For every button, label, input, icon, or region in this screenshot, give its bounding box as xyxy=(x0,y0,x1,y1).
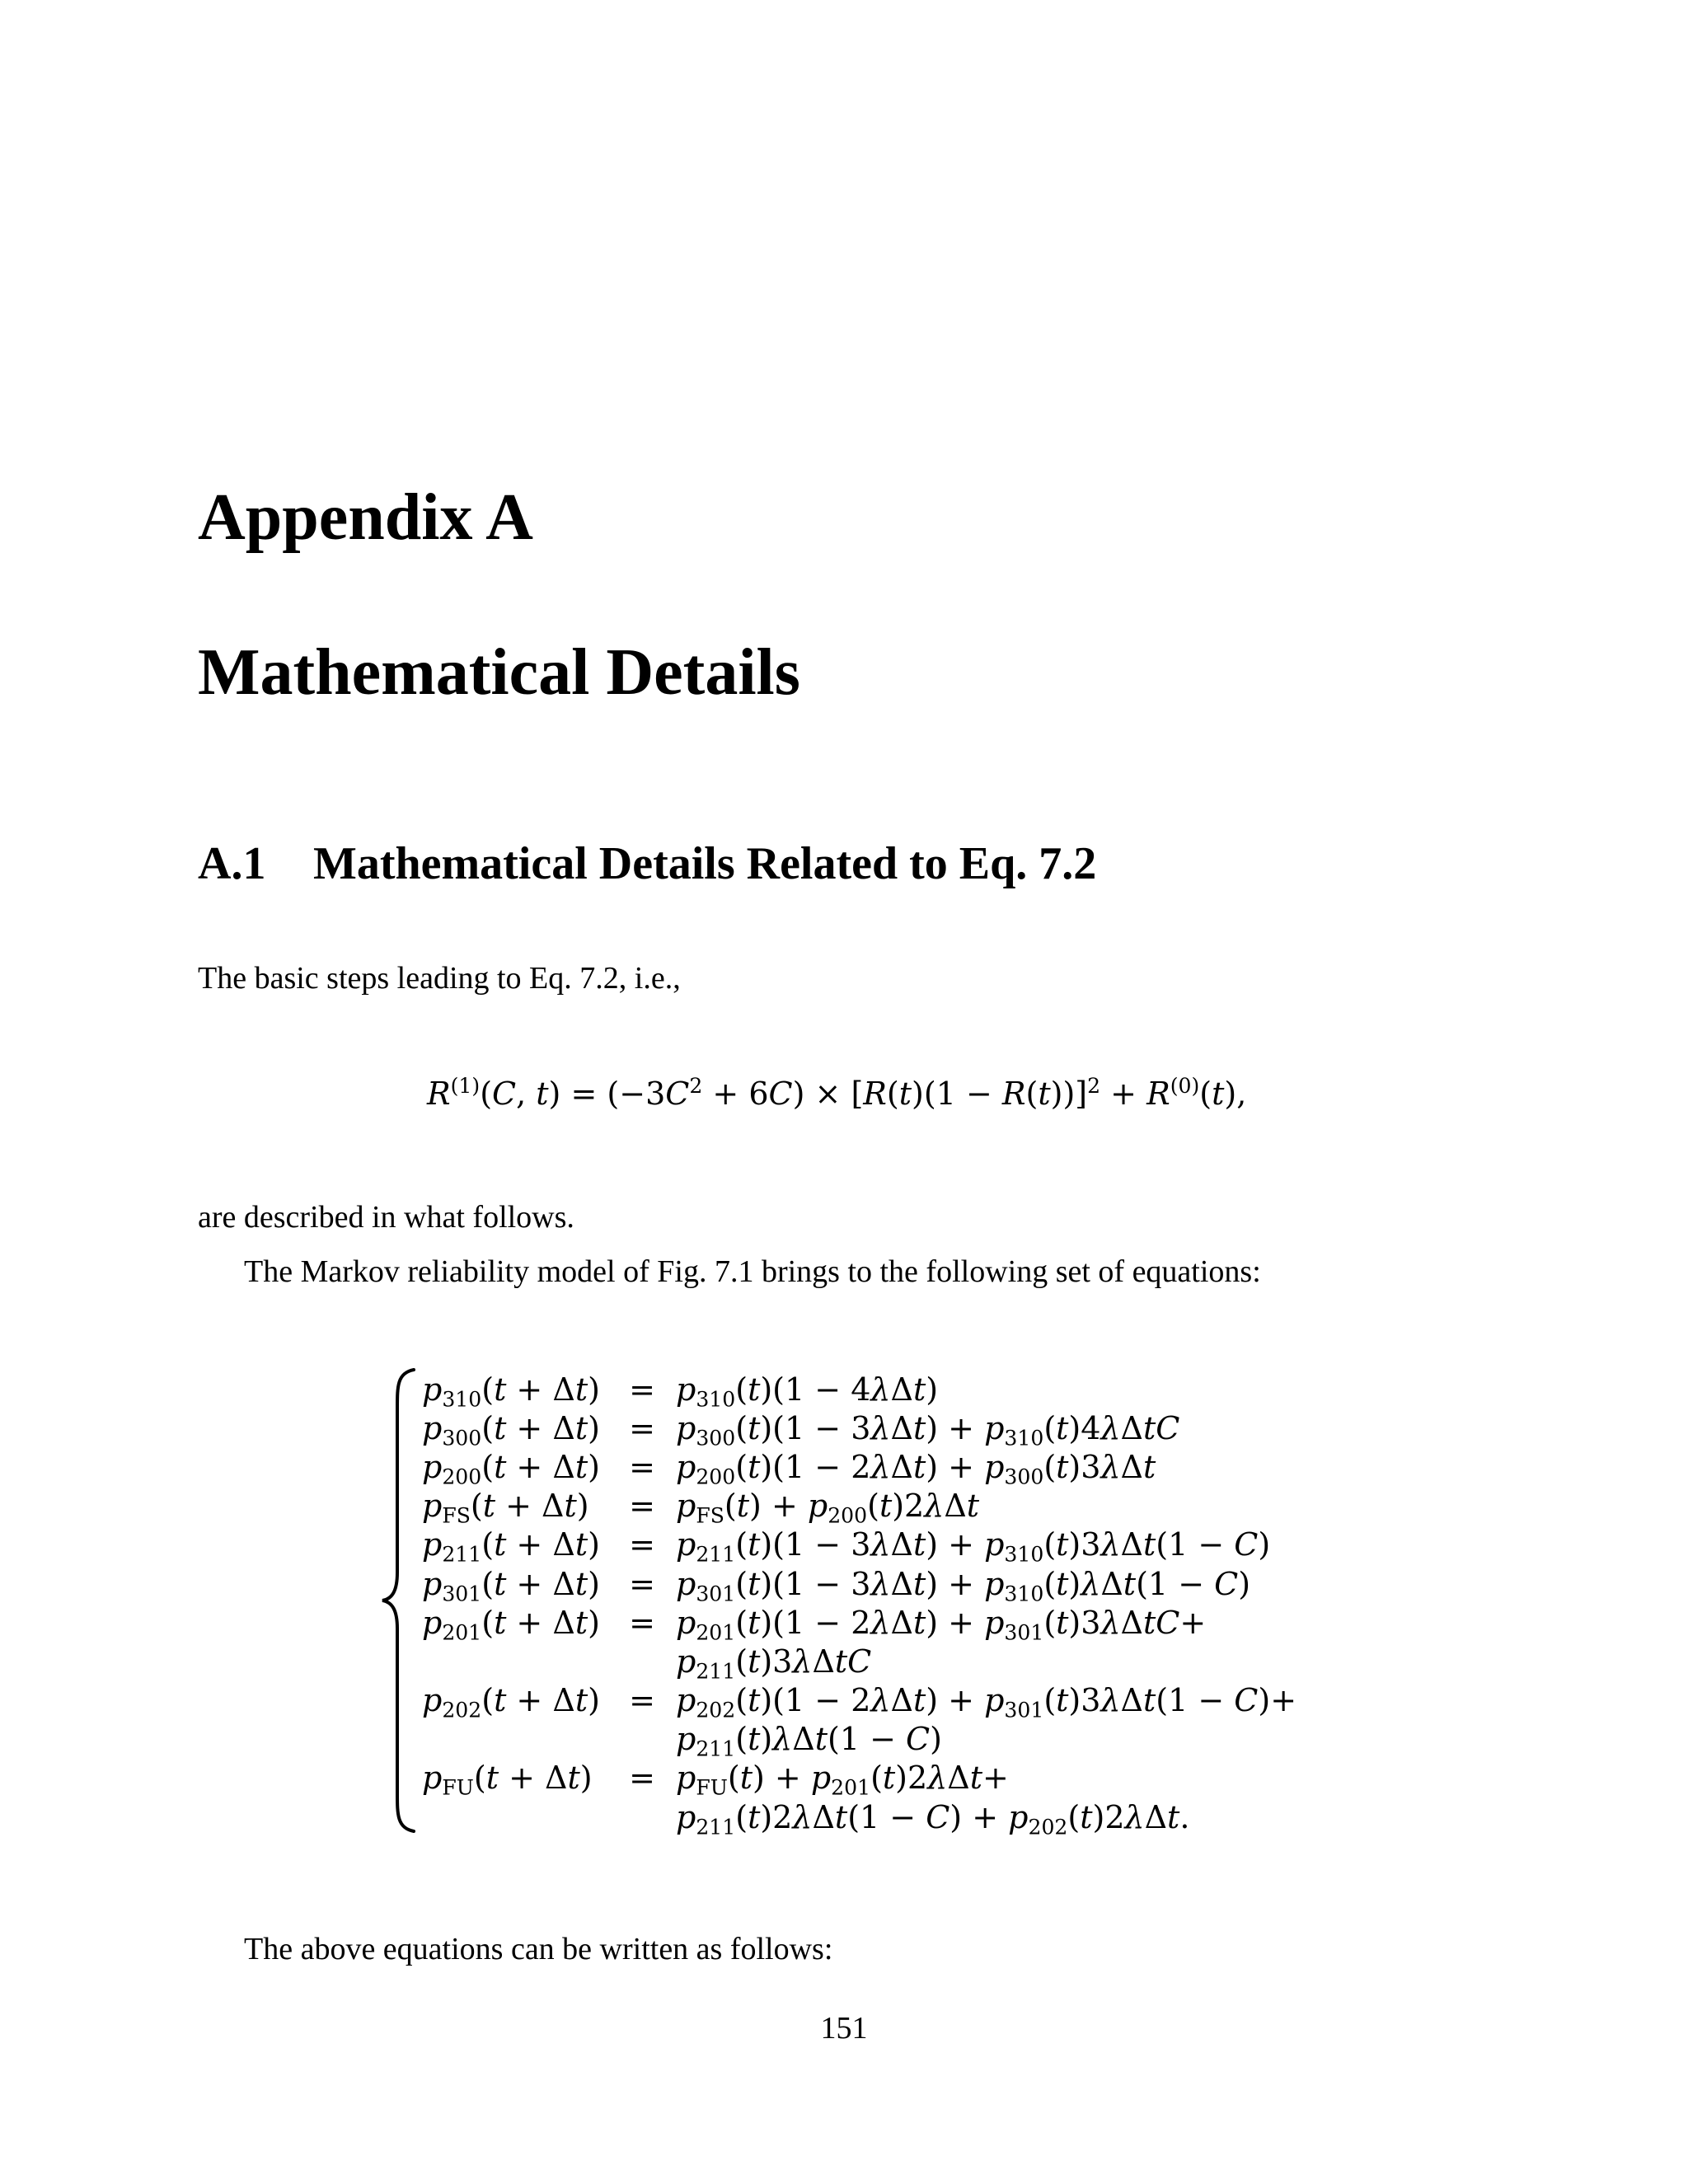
equation-lhs xyxy=(422,1642,608,1680)
equation-relation: = xyxy=(629,1604,655,1641)
equation-rhs: $p_{201}(t)(1 - 2\lambda\Delta t) + p_{301}(t)3\lambda\Delta tC+$ xyxy=(676,1604,1207,1645)
equation-relation xyxy=(608,1720,676,1759)
section-heading xyxy=(198,838,1097,889)
equation-row xyxy=(422,1487,1296,1526)
equation-lhs: $p_{301}(t + \Delta t)$ xyxy=(422,1565,600,1606)
equation-rhs: $p_{301}(t)(1 - 3\lambda\Delta t) + p_{310}(t)\lambda\Delta t(1 - C)$ xyxy=(676,1565,1251,1606)
equation-relation: = xyxy=(629,1409,655,1446)
equation-row xyxy=(422,1408,1296,1447)
equation-row xyxy=(422,1797,1296,1836)
section-title: Mathematical Details Related to Eq. 7.2 xyxy=(313,838,1097,889)
display-equation: $R^{(1)}(C$, $t) = (-3C^2 + 6C) \times [R(t)(1 - R(t))]^2 + R^{(0)}(t)$, xyxy=(427,1074,1247,1112)
equation-lhs: $p_{310}(t + \Delta t)$ xyxy=(422,1371,600,1412)
equation-system xyxy=(422,1370,1297,1840)
equation-rhs: $p_{FU}(t) + p_{201}(t)2\lambda\Delta t+$ xyxy=(676,1760,1009,1800)
closing-paragraph: The above equations can be written as follows: xyxy=(244,1932,833,1966)
equation-relation: = xyxy=(629,1526,655,1563)
equation-lhs: $p_{300}(t + \Delta t)$ xyxy=(422,1409,600,1451)
equation-row xyxy=(422,1681,1296,1720)
equation-relation xyxy=(608,1797,676,1836)
after-equation-paragraph: are described in what follows. xyxy=(198,1200,574,1235)
equation-rhs: $p_{310}(t)(1 - 4\lambda\Delta t)$ xyxy=(676,1371,939,1412)
equation-row xyxy=(422,1447,1296,1486)
equation-relation: = xyxy=(629,1371,655,1408)
equation-lhs: $p_{200}(t + \Delta t)$ xyxy=(422,1448,600,1489)
equation-rhs: $p_{300}(t)(1 - 3\lambda\Delta t) + p_{310}(t)4\lambda\Delta tC$ xyxy=(676,1409,1180,1451)
equation-rhs: $p_{211}(t)3\lambda\Delta tC$ xyxy=(676,1643,872,1684)
chapter-label: Appendix A xyxy=(198,481,533,554)
equation-rhs: $p_{202}(t)(1 - 2\lambda\Delta t) + p_{301}(t)3\lambda\Delta t(1 - C)+$ xyxy=(676,1682,1297,1722)
equation-rhs: $p_{211}(t)2\lambda\Delta t(1 - C) + p_{202}(t)2\lambda\Delta t$. xyxy=(676,1798,1190,1840)
equation-row xyxy=(422,1564,1296,1603)
equation-relation: = xyxy=(629,1488,655,1525)
equation-rhs: $p_{211}(t)\lambda\Delta t(1 - C)$ xyxy=(676,1721,942,1761)
equation-relation: = xyxy=(629,1565,655,1602)
equation-lhs: $p_{FS}(t + \Delta t)$ xyxy=(422,1488,589,1528)
equation-lhs: $p_{FU}(t + \Delta t)$ xyxy=(422,1760,593,1800)
section-number: A.1 xyxy=(198,838,266,889)
equation-row xyxy=(422,1720,1296,1759)
equation-row xyxy=(422,1603,1296,1642)
equation-lhs xyxy=(422,1797,608,1836)
markov-intro-paragraph: The Markov reliability model of Fig. 7.1 brings to the following set of equations: xyxy=(244,1254,1261,1289)
equation-rhs: $p_{FS}(t) + p_{200}(t)2\lambda\Delta t$ xyxy=(676,1488,980,1528)
intro-paragraph: The basic steps leading to Eq. 7.2, i.e., xyxy=(198,961,681,996)
equation-row xyxy=(422,1526,1296,1564)
equation-lhs: $p_{202}(t + \Delta t)$ xyxy=(422,1682,600,1722)
equation-relation: = xyxy=(629,1760,655,1797)
page-number: 151 xyxy=(820,2011,868,2046)
equation-row xyxy=(422,1642,1296,1680)
equation-lhs xyxy=(422,1720,608,1759)
equation-relation: = xyxy=(629,1682,655,1719)
equation-relation: = xyxy=(629,1448,655,1485)
equation-row xyxy=(422,1370,1296,1408)
left-brace xyxy=(377,1366,427,1835)
equation-rhs: $p_{211}(t)(1 - 3\lambda\Delta t) + p_{310}(t)3\lambda\Delta t(1 - C)$ xyxy=(676,1526,1271,1567)
equation-lhs: $p_{201}(t + \Delta t)$ xyxy=(422,1604,600,1645)
equation-rhs: $p_{200}(t)(1 - 2\lambda\Delta t) + p_{300}(t)3\lambda\Delta t$ xyxy=(676,1448,1156,1489)
equation-lhs: $p_{211}(t + \Delta t)$ xyxy=(422,1526,600,1567)
equation-row xyxy=(422,1759,1296,1797)
chapter-title: Mathematical Details xyxy=(198,636,800,709)
equation-relation xyxy=(608,1642,676,1680)
